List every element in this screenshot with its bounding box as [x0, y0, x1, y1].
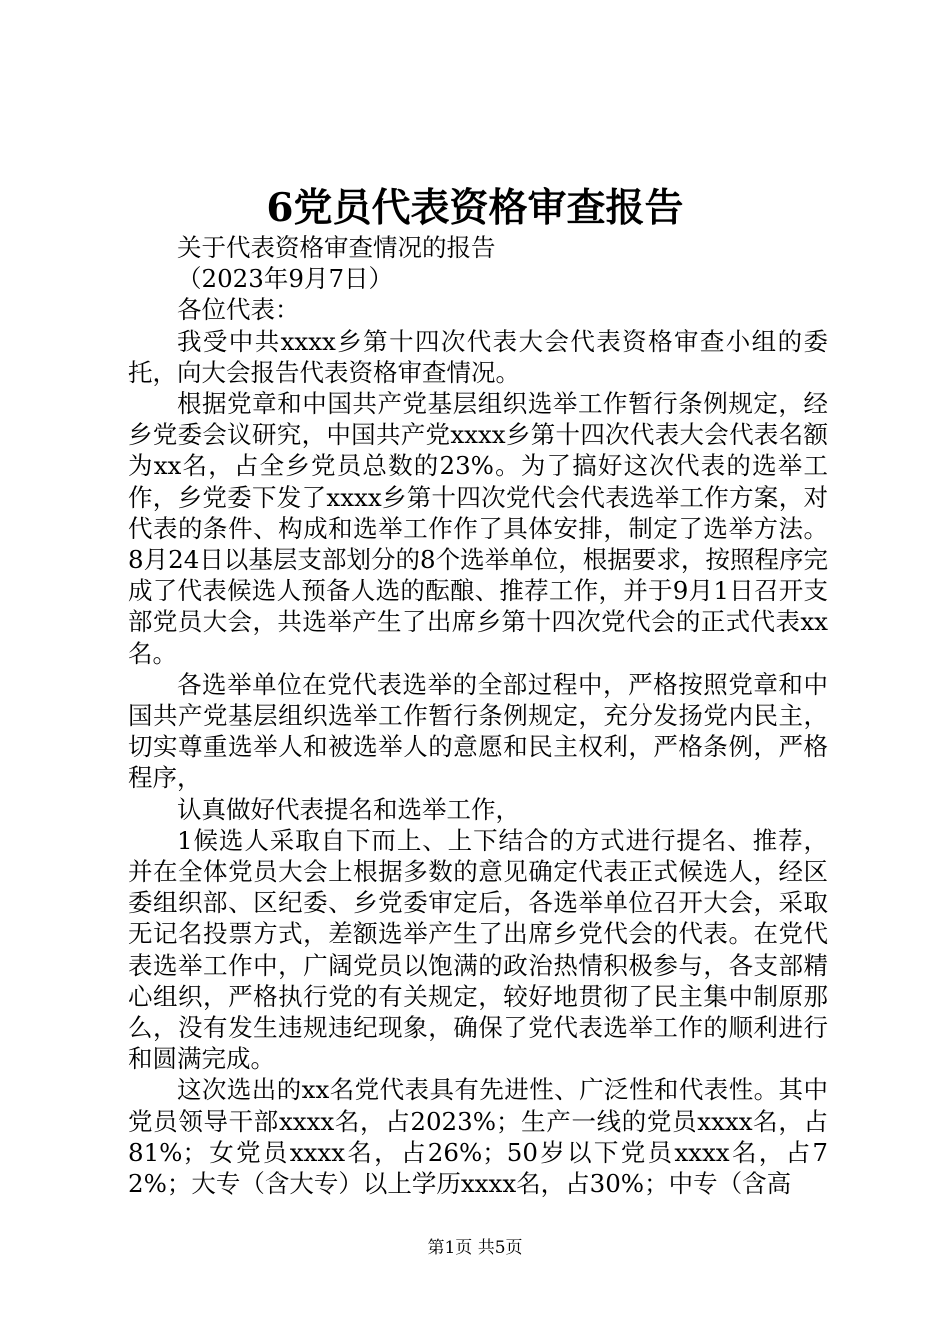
report-subtitle: 关于代表资格审查情况的报告: [177, 233, 496, 262]
paragraph: 这次选出的xx名党代表具有先进性、广泛性和代表性。其中党员领导干部xxxx名，占2023%；生产一线的党员xxxx名，占81%；女党员xxxx名，占26%；50岁以下党员xxxx名，占72%；大专（含大专）以上学历xxxx名，占30%；中专（含高: [128, 1075, 828, 1199]
paragraph: 认真做好代表提名和选举工作，: [177, 794, 520, 824]
page-title: 6党员代表资格审查报告: [266, 185, 684, 231]
paragraph: 根据党章和中国共产党基层组织选举工作暂行条例规定，经乡党委会议研究，中国共产党xxxx乡第十四次代表大会代表名额为xx名，占全乡党员总数的23%。为了搞好这次代表的选举工作，乡党委下发了xxxx乡第十四次党代会代表选举工作方案，对代表的条件、构成和选举工作作了具体安排，制定了选举方法。8月24日以基层支部划分的8个选举单位，根据要求，按照程序完成了代表候选人预备人选的酝酿、推荐工作，并于9月1日召开支部党员大会，共选举产生了出席乡第十四次党代会的正式代表xx名。: [128, 389, 828, 668]
page-footer: 第1页 共5页: [427, 1238, 523, 1258]
salutation: 各位代表：: [177, 295, 300, 325]
document-body: [128, 232, 828, 1199]
report-date: （2023年9月7日）: [177, 264, 394, 294]
paragraph: 1候选人采取自下而上、上下结合的方式进行提名、推荐，并在全体党员大会上根据多数的意见确定代表正式候选人，经区委组织部、区纪委、乡党委审定后，各选举单位召开大会，采取无记名投票方式，差额选举产生了出席乡党代会的代表。在党代表选举工作中，广阔党员以饱满的政治热情积极参与，各支部精心组织，严格执行党的有关规定，较好地贯彻了民主集中制原那么，没有发生违规违纪现象，确保了党代表选举工作的顺利进行和圆满完成。: [128, 825, 828, 1074]
paragraph: 各选举单位在党代表选举的全部过程中，严格按照党章和中国共产党基层组织选举工作暂行条例规定，充分发扬党内民主，切实尊重选举人和被选举人的意愿和民主权利，严格条例，严格程序，: [128, 669, 828, 793]
paragraph: 我受中共xxxx乡第十四次代表大会代表资格审查小组的委托，向大会报告代表资格审查情况。: [128, 326, 828, 387]
